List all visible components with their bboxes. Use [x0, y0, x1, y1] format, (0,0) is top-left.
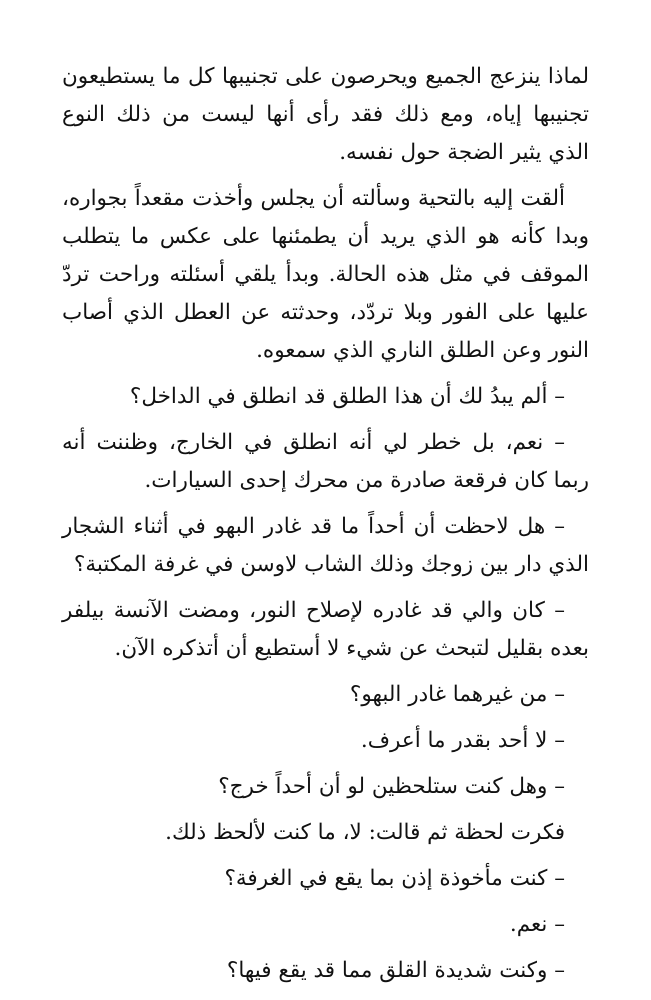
paragraph-continuation: لماذا ينزعج الجميع ويحرصون على تجنيبها كل ما يستطيعون تجنيبها إياه، ومع ذلك فقد رأى أنها ليست من ذلك النوع الذي يثير الضجة حول نفسه. [62, 64, 589, 165]
dialog-line: – من غيرهما غادر البهو؟ [349, 682, 565, 707]
dialog-line: – نعم، بل خطر لي أنه انطلق في الخارج، وظننت أنه ربما كان فرقعة صادرة من محرك إحدى السيارات. [62, 430, 589, 493]
dialog-line: – نعم. [509, 912, 565, 937]
dialog-line: – كان والي قد غادره لإصلاح النور، ومضت الآنسة بيلفر بعده بقليل لتبحث عن شيء لا أستطيع أن أتذكره الآن. [62, 598, 589, 661]
dialog-line: – لا أحد بقدر ما أعرف. [360, 728, 565, 753]
page-text [62, 58, 589, 990]
dialog-line: – هل لاحظت أن أحداً ما قد غادر البهو في أثناء الشجار الذي دار بين زوجك وذلك الشاب لاوسن في غرفة المكتبة؟ [62, 514, 589, 577]
dialog-line: – كنت مأخوذة إذن بما يقع في الغرفة؟ [224, 866, 565, 891]
paragraph-narration: فكرت لحظة ثم قالت: لا، ما كنت لألحظ ذلك. [165, 820, 565, 845]
dialog-line: – وكنت شديدة القلق مما قد يقع فيها؟ [226, 958, 565, 983]
dialog-line: – وهل كنت ستلحظين لو أن أحداً خرج؟ [218, 774, 565, 799]
dialog-line: – ألم يبدُ لك أن هذا الطلق قد انطلق في الداخل؟ [129, 384, 565, 409]
paragraph-narration: ألقت إليه بالتحية وسألته أن يجلس وأخذت مقعداً بجواره، وبدا كأنه هو الذي يريد أن يطمئنها على عكس ما يتطلب الموقف في مثل هذه الحالة. وبدأ يلقي أسئلته وراحت تردّ عليها على الفور وبلا تردّد، وحدثته عن العطل الذي أصاب النور وعن الطلق الناري الذي سمعوه. [62, 186, 589, 363]
